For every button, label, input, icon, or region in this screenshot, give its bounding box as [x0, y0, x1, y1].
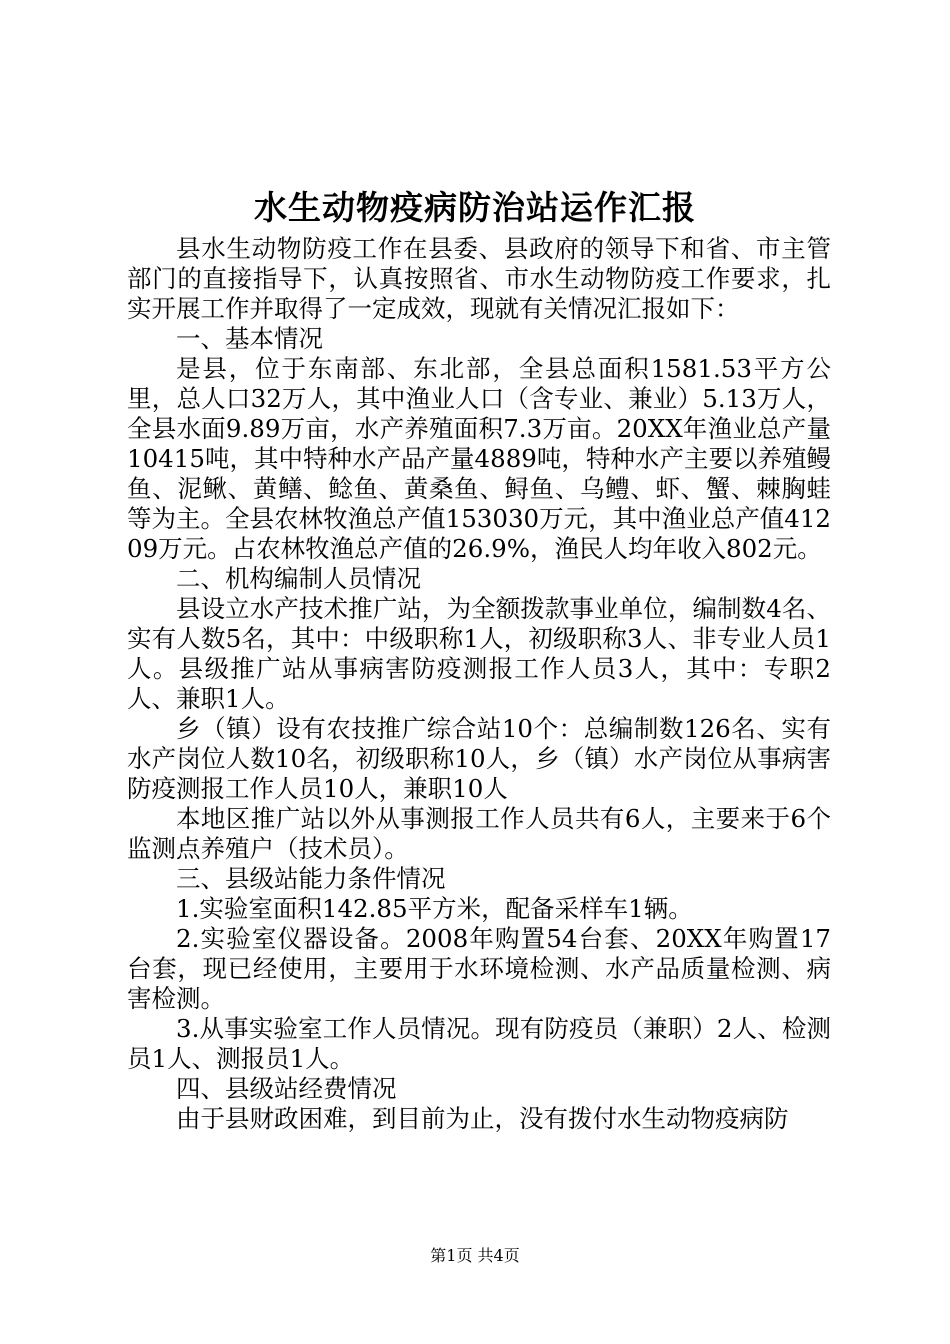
section-heading-staffing: 二、机构编制人员情况: [176, 564, 421, 593]
document-body: [127, 234, 831, 1134]
paragraph-other-staff: 本地区推广站以外从事测报工作人员共有6人，主要来于6个监测点养殖户（技术员）。: [127, 804, 831, 863]
list-item-lab-area: 1.实验室面积142.85平方米，配备采样车1辆。: [176, 894, 693, 923]
document-title: 水生动物疫病防治站运作汇报: [254, 188, 696, 227]
paragraph-funding: 由于县财政困难，到目前为止，没有拨付水生动物疫病防: [176, 1104, 789, 1133]
paragraph-county-station: 县设立水产技术推广站，为全额拨款事业单位，编制数4名、实有人数5名，其中：中级职称1人，初级职称3人、非专业人员1人。县级推广站从事病害防疫测报工作人员3人，其中：专职2人、兼职1人。: [127, 594, 831, 713]
paragraph-intro: 县水生动物防疫工作在县委、县政府的领导下和省、市主管部门的直接指导下，认真按照省、市水生动物防疫工作要求，扎实开展工作并取得了一定成效，现就有关情况汇报如下：: [127, 234, 831, 323]
list-item-lab-equipment: 2.实验室仪器设备。2008年购置54台套、20XX年购置17台套，现已经使用，主要用于水环境检测、水产品质量检测、病害检测。: [127, 924, 831, 1013]
section-heading-capacity: 三、县级站能力条件情况: [176, 864, 446, 893]
paragraph-township-stations: 乡（镇）设有农技推广综合站10个：总编制数126名、实有水产岗位人数10名，初级职称10人，乡（镇）水产岗位从事病害防疫测报工作人员10人，兼职10人: [127, 714, 831, 803]
section-heading-funding: 四、县级站经费情况: [176, 1074, 397, 1103]
section-heading-basic: 一、基本情况: [176, 324, 323, 353]
page-number-footer: 第1页 共4页: [430, 1246, 520, 1265]
list-item-lab-staff: 3.从事实验室工作人员情况。现有防疫员（兼职）2人、检测员1人、测报员1人。: [127, 1014, 831, 1073]
paragraph-basic-info: 是县，位于东南部、东北部，全县总面积1581.53平方公里，总人口32万人，其中渔业人口（含专业、兼业）5.13万人，全县水面9.89万亩，水产养殖面积7.3万亩。20XX年渔业总产量10415吨，其中特种水产品产量4889吨，特种水产主要以养殖鳗鱼、泥鳅、黄鳝、鲶鱼、黄桑鱼、鲟鱼、乌鳢、虾、蟹、棘胸蛙等为主。全县农林牧渔总产值153030万元，其中渔业总产值41209万元。占农林牧渔总产值的26.9%，渔民人均年收入802元。: [127, 354, 831, 563]
